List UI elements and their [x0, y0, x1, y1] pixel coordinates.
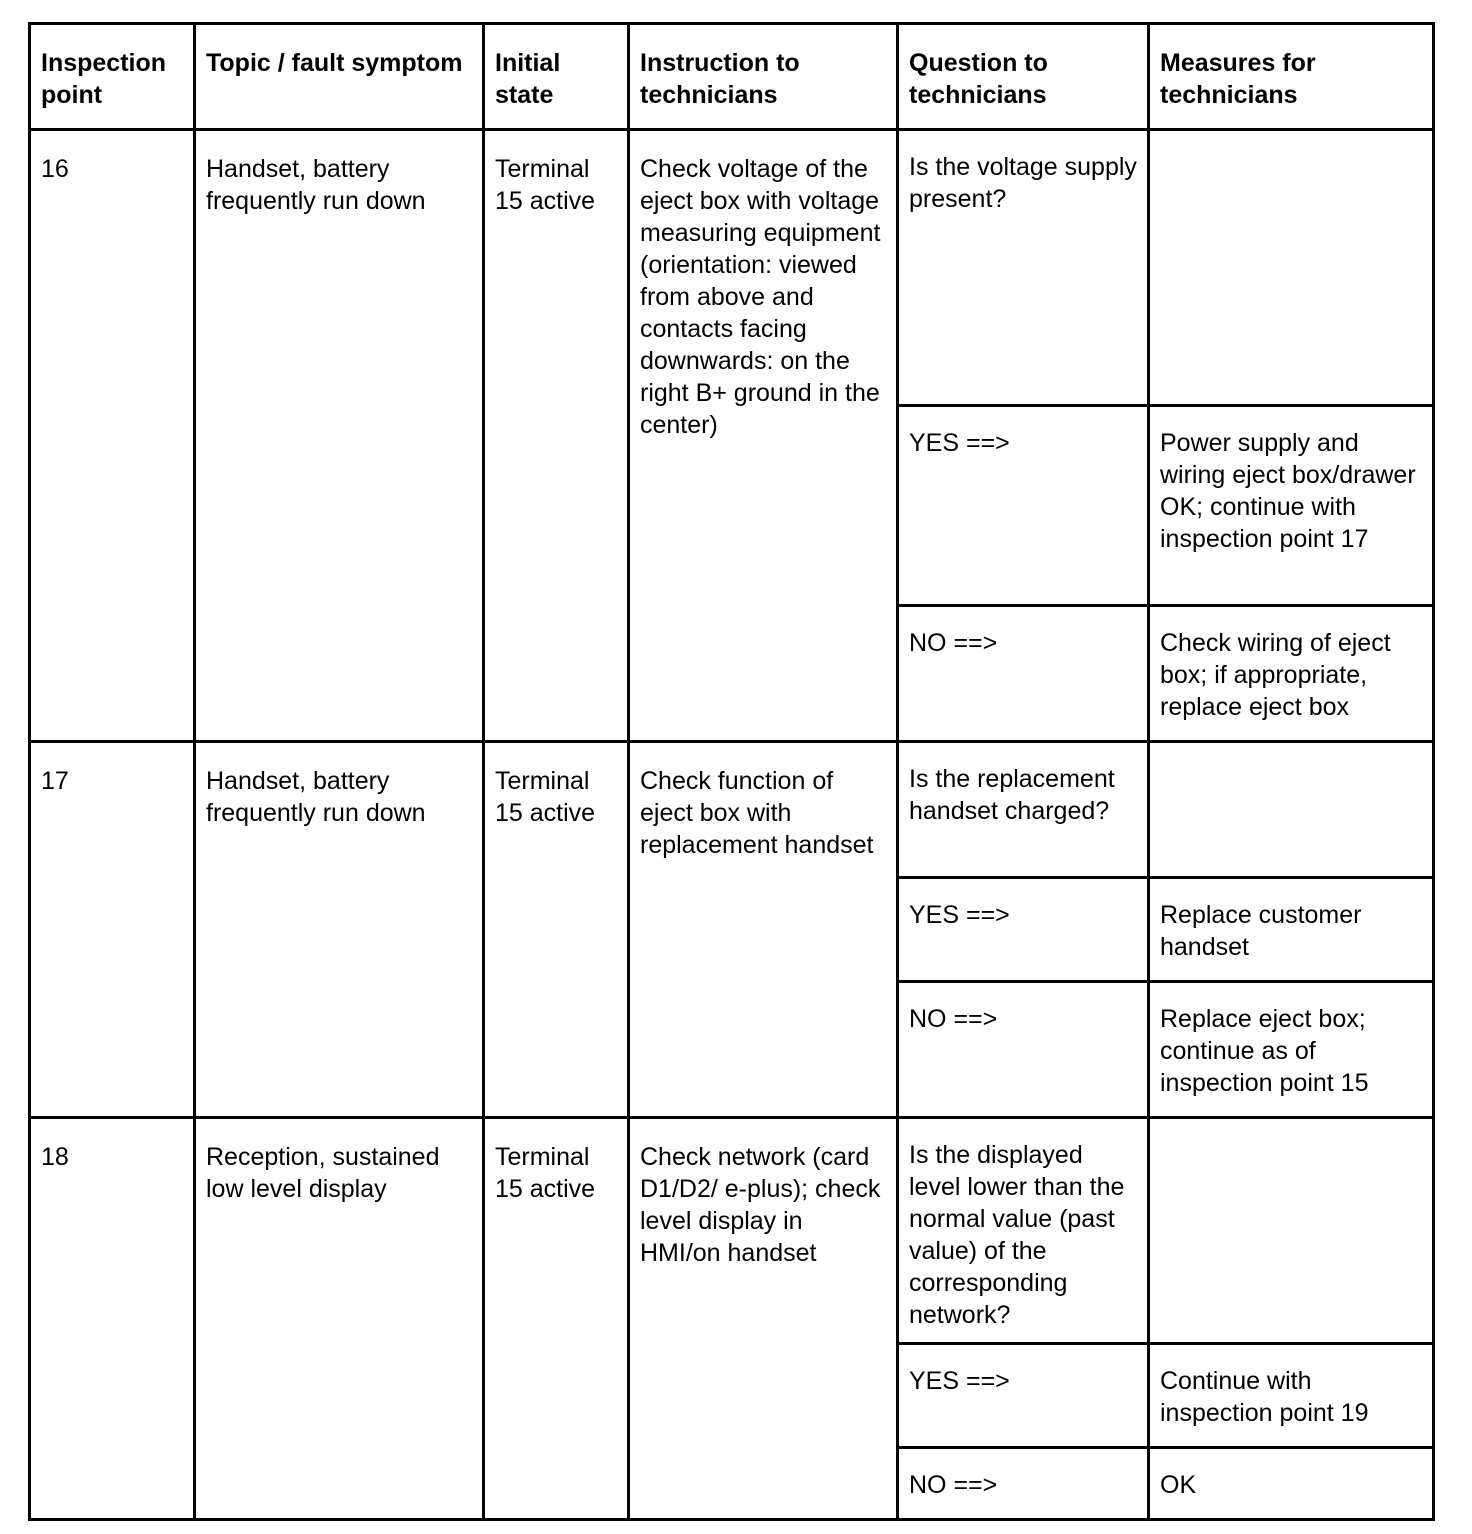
- header-inspection-point: Inspection point: [30, 24, 195, 130]
- table-row: [30, 1118, 1434, 1344]
- measure-cell: [1149, 130, 1434, 406]
- header-row: [30, 24, 1434, 130]
- no-measure-cell: Check wiring of eject box; if appropriate, replace eject box: [1149, 606, 1434, 742]
- measure-cell: [1149, 1118, 1434, 1344]
- header-question: Question to technicians: [898, 24, 1149, 130]
- instruction-cell: Check voltage of the eject box with voltage measuring equipment (orientation: viewed from above and contacts facing downwards: on the right B+ ground in the center): [629, 130, 898, 742]
- question-cell: Is the voltage supply present?: [898, 130, 1149, 406]
- instruction-cell: Check network (card D1/D2/ e-plus); check level display in HMI/on handset: [629, 1118, 898, 1520]
- inspection-point-cell: 17: [30, 742, 195, 1118]
- no-label-cell: NO ==>: [898, 982, 1149, 1118]
- no-measure-cell: Replace eject box; continue as of inspection point 15: [1149, 982, 1434, 1118]
- topic-cell: Reception, sustained low level display: [195, 1118, 484, 1520]
- instruction-cell: Check function of eject box with replacement handset: [629, 742, 898, 1118]
- yes-label-cell: YES ==>: [898, 406, 1149, 606]
- inspection-point-cell: 18: [30, 1118, 195, 1520]
- no-measure-cell: OK: [1149, 1448, 1434, 1520]
- no-label-cell: NO ==>: [898, 606, 1149, 742]
- no-label-cell: NO ==>: [898, 1448, 1149, 1520]
- question-cell: Is the replacement handset charged?: [898, 742, 1149, 878]
- yes-measure-cell: Replace customer handset: [1149, 878, 1434, 982]
- measure-cell: [1149, 742, 1434, 878]
- inspection-point-cell: 16: [30, 130, 195, 742]
- table-row: [30, 130, 1434, 406]
- yes-measure-cell: Continue with inspection point 19: [1149, 1344, 1434, 1448]
- header-instruction: Instruction to technicians: [629, 24, 898, 130]
- topic-cell: Handset, battery frequently run down: [195, 130, 484, 742]
- initial-state-cell: Terminal 15 active: [484, 1118, 629, 1520]
- table-row: [30, 742, 1434, 878]
- yes-measure-cell: Power supply and wiring eject box/drawer OK; continue with inspection point 17: [1149, 406, 1434, 606]
- topic-cell: Handset, battery frequently run down: [195, 742, 484, 1118]
- inspection-table: [28, 22, 1435, 1521]
- yes-label-cell: YES ==>: [898, 878, 1149, 982]
- header-measures: Measures for technicians: [1149, 24, 1434, 130]
- yes-label-cell: YES ==>: [898, 1344, 1149, 1448]
- question-cell: Is the displayed level lower than the normal value (past value) of the corresponding network?: [898, 1118, 1149, 1344]
- initial-state-cell: Terminal 15 active: [484, 742, 629, 1118]
- initial-state-cell: Terminal 15 active: [484, 130, 629, 742]
- header-topic: Topic / fault symptom: [195, 24, 484, 130]
- header-initial-state: Initial state: [484, 24, 629, 130]
